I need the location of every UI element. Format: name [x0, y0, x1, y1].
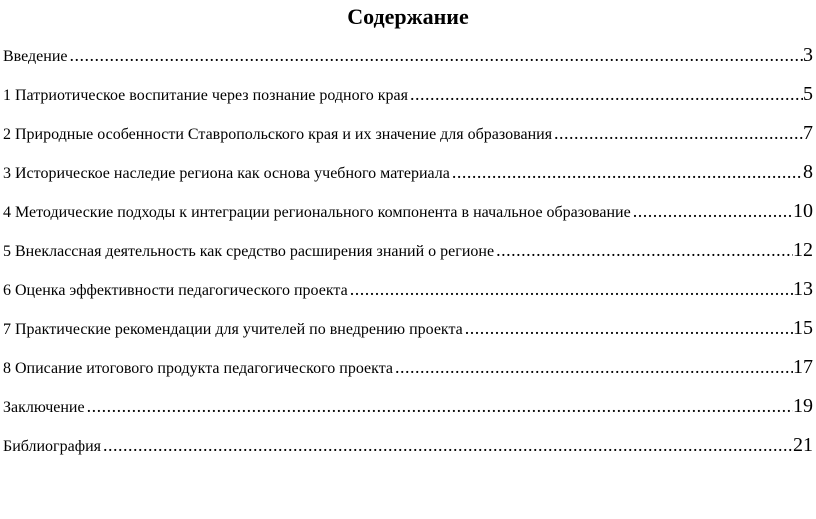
dot-leader — [450, 162, 803, 183]
dot-leader — [463, 318, 793, 339]
toc-entry-page: 3 — [803, 44, 813, 66]
toc-entry-page: 15 — [793, 317, 813, 339]
toc-entry-2[interactable] — [3, 122, 813, 161]
dot-leader — [68, 45, 804, 66]
toc-entry-page: 21 — [793, 434, 813, 456]
dot-leader — [101, 435, 793, 456]
toc-entry-label: 5 Внеклассная деятельность как средство расширения знаний о регионе — [3, 243, 495, 260]
toc-entry-3[interactable] — [3, 161, 813, 200]
toc-entry-8[interactable] — [3, 356, 813, 395]
toc-entry-label: 7 Практические рекомендации для учителей по внедрению проекта — [3, 321, 463, 338]
toc-entry-bibliography[interactable] — [3, 434, 813, 473]
toc-entry-page: 8 — [803, 161, 813, 183]
dot-leader — [631, 201, 793, 222]
dot-leader — [348, 279, 793, 300]
toc-entry-page: 12 — [793, 239, 813, 261]
toc-entry-label: 8 Описание итогового продукта педагогического проекта — [3, 360, 393, 377]
toc-entry-label: 3 Историческое наследие региона как основа учебного материала — [3, 165, 450, 182]
toc-entry-page: 5 — [803, 83, 813, 105]
toc-entry-page: 10 — [793, 200, 813, 222]
toc-entry-6[interactable] — [3, 278, 813, 317]
toc-entry-label: Заключение — [3, 399, 85, 416]
toc-entry-label: Введение — [3, 48, 68, 65]
toc-entry-conclusion[interactable] — [3, 395, 813, 434]
toc-entry-5[interactable] — [3, 239, 813, 278]
toc-title: Содержание — [347, 4, 469, 29]
toc-entry-4[interactable] — [3, 200, 813, 239]
toc-entry-page: 7 — [803, 122, 813, 144]
toc-entry-introduction[interactable] — [3, 44, 813, 83]
dot-leader — [393, 357, 793, 378]
toc-entry-page: 13 — [793, 278, 813, 300]
toc-entry-label: 2 Природные особенности Ставропольского края и их значение для образования — [3, 126, 553, 143]
table-of-contents — [3, 44, 813, 473]
dot-leader — [552, 123, 803, 144]
toc-entry-label: 6 Оценка эффективности педагогического проекта — [3, 282, 348, 299]
dot-leader — [85, 396, 793, 417]
toc-entry-label: 1 Патриотическое воспитание через познание родного края — [3, 87, 409, 104]
toc-entry-page: 17 — [793, 356, 813, 378]
toc-entry-label: 4 Методические подходы к интеграции регионального компонента в начальное образование — [3, 204, 631, 221]
toc-entry-label: Библиография — [3, 438, 101, 455]
toc-entry-7[interactable] — [3, 317, 813, 356]
toc-entry-page: 19 — [793, 395, 813, 417]
dot-leader — [494, 240, 793, 261]
toc-entry-1[interactable] — [3, 83, 813, 122]
dot-leader — [408, 84, 803, 105]
